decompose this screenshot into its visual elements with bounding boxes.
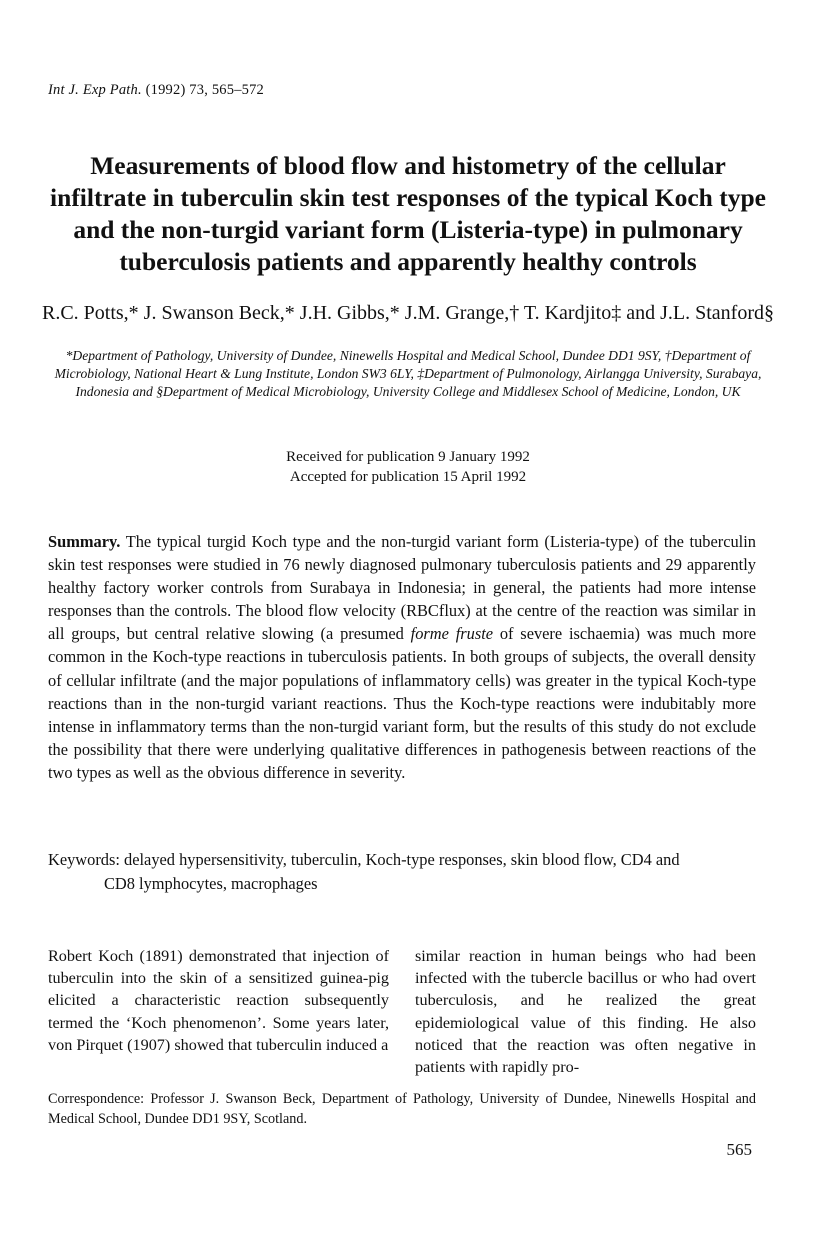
publication-dates xyxy=(40,447,776,487)
correspondence-note: Correspondence: Professor J. Swanson Beck, Department of Pathology, University of Dundee, Ninewells Hospital and Medical School, Dundee DD1 9SY, Scotland. xyxy=(48,1091,756,1127)
affiliations: *Department of Pathology, University of Dundee, Ninewells Hospital and Medical School, Dundee DD1 9SY, †Department of Microbiology, National Heart & Lung Institute, London SW3 6LY, ‡Department of Pulmonology, Airlangga University, Surabaya, Indonesia and §Department of Medical Microbiology, University College and Middlesex School of Medicine, London, UK xyxy=(54,348,762,399)
page-number: 565 xyxy=(726,1140,752,1159)
keywords-line-2: CD8 lymphocytes, macrophages xyxy=(104,873,318,893)
received-date: Received for publication 9 January 1992 xyxy=(286,449,530,465)
summary-italic: forme fruste xyxy=(410,624,494,644)
summary-label: Summary. xyxy=(48,532,121,551)
keywords-label: Keywords: xyxy=(48,850,120,869)
body-column-left: Robert Koch (1891) demonstrated that injection of tuberculin into the skin of a sensitized guinea-pig elicited a characteristic reaction subsequently termed the ‘Koch phenomenon’. Some years later, von Pirquet (1907) showed that tuberculin induced a xyxy=(48,947,389,1054)
keywords xyxy=(48,848,756,895)
journal-citation xyxy=(48,82,264,99)
journal-name: Int J. Exp Path. xyxy=(48,82,142,98)
accepted-date: Accepted for publication 15 April 1992 xyxy=(289,469,527,485)
keywords-line-1: delayed hypersensitivity, tuberculin, Koch-type responses, skin blood flow, CD4 and xyxy=(119,850,680,869)
article-title: Measurements of blood flow and histometry of the cellular infiltrate in tuberculin skin test responses of the typical Koch type and the non-turgid variant form (Listeria-type) in pulmonary tuberculosis patients and apparently healthy controls xyxy=(50,151,766,276)
summary-text-1: The typical turgid Koch type and the non-turgid variant form (Listeria-type) of the tuberculin skin test responses were studied in 76 newly diagnosed pulmonary tuberculosis patients and 29 apparently healthy factory worker controls from Surabaya in Indonesia; in general, the patients had more intense responses than the controls. The blood flow velocity (RBCflux) at the centre of the reaction was similar in all groups, but central relative slowing (a presumed xyxy=(48,532,756,644)
summary-text-2: of severe ischaemia) was much more common in the Koch-type reactions in tuberculosis patients. In both groups of subjects, the overall density of cellular infiltrate (and the major populations of inflammatory cells) was greater in the typical Koch-type reactions than in the non-turgid variant reactions. Thus the Koch-type reactions were indubitably more intense in inflammatory terms than the non-turgid variant form, but the results of this study do not exclude the possibility that there were underlying qualitative differences in pathogenesis between reactions of the two types as well as the obvious difference in severity. xyxy=(48,624,756,782)
author-list: R.C. Potts,* J. Swanson Beck,* J.H. Gibbs,* J.M. Grange,† T. Kardjito‡ and J.L. Stanford§ xyxy=(41,302,774,324)
summary-paragraph xyxy=(48,530,756,784)
body-column-right: similar reaction in human beings who had been infected with the tubercle bacillus or who had overt tuberculosis, and he realized the great epidemiological value of this finding. He also noticed that the reaction was often negative in patients with rapidly pro- xyxy=(415,947,756,1077)
volume-pages: (1992) 73, 565–572 xyxy=(141,82,265,98)
